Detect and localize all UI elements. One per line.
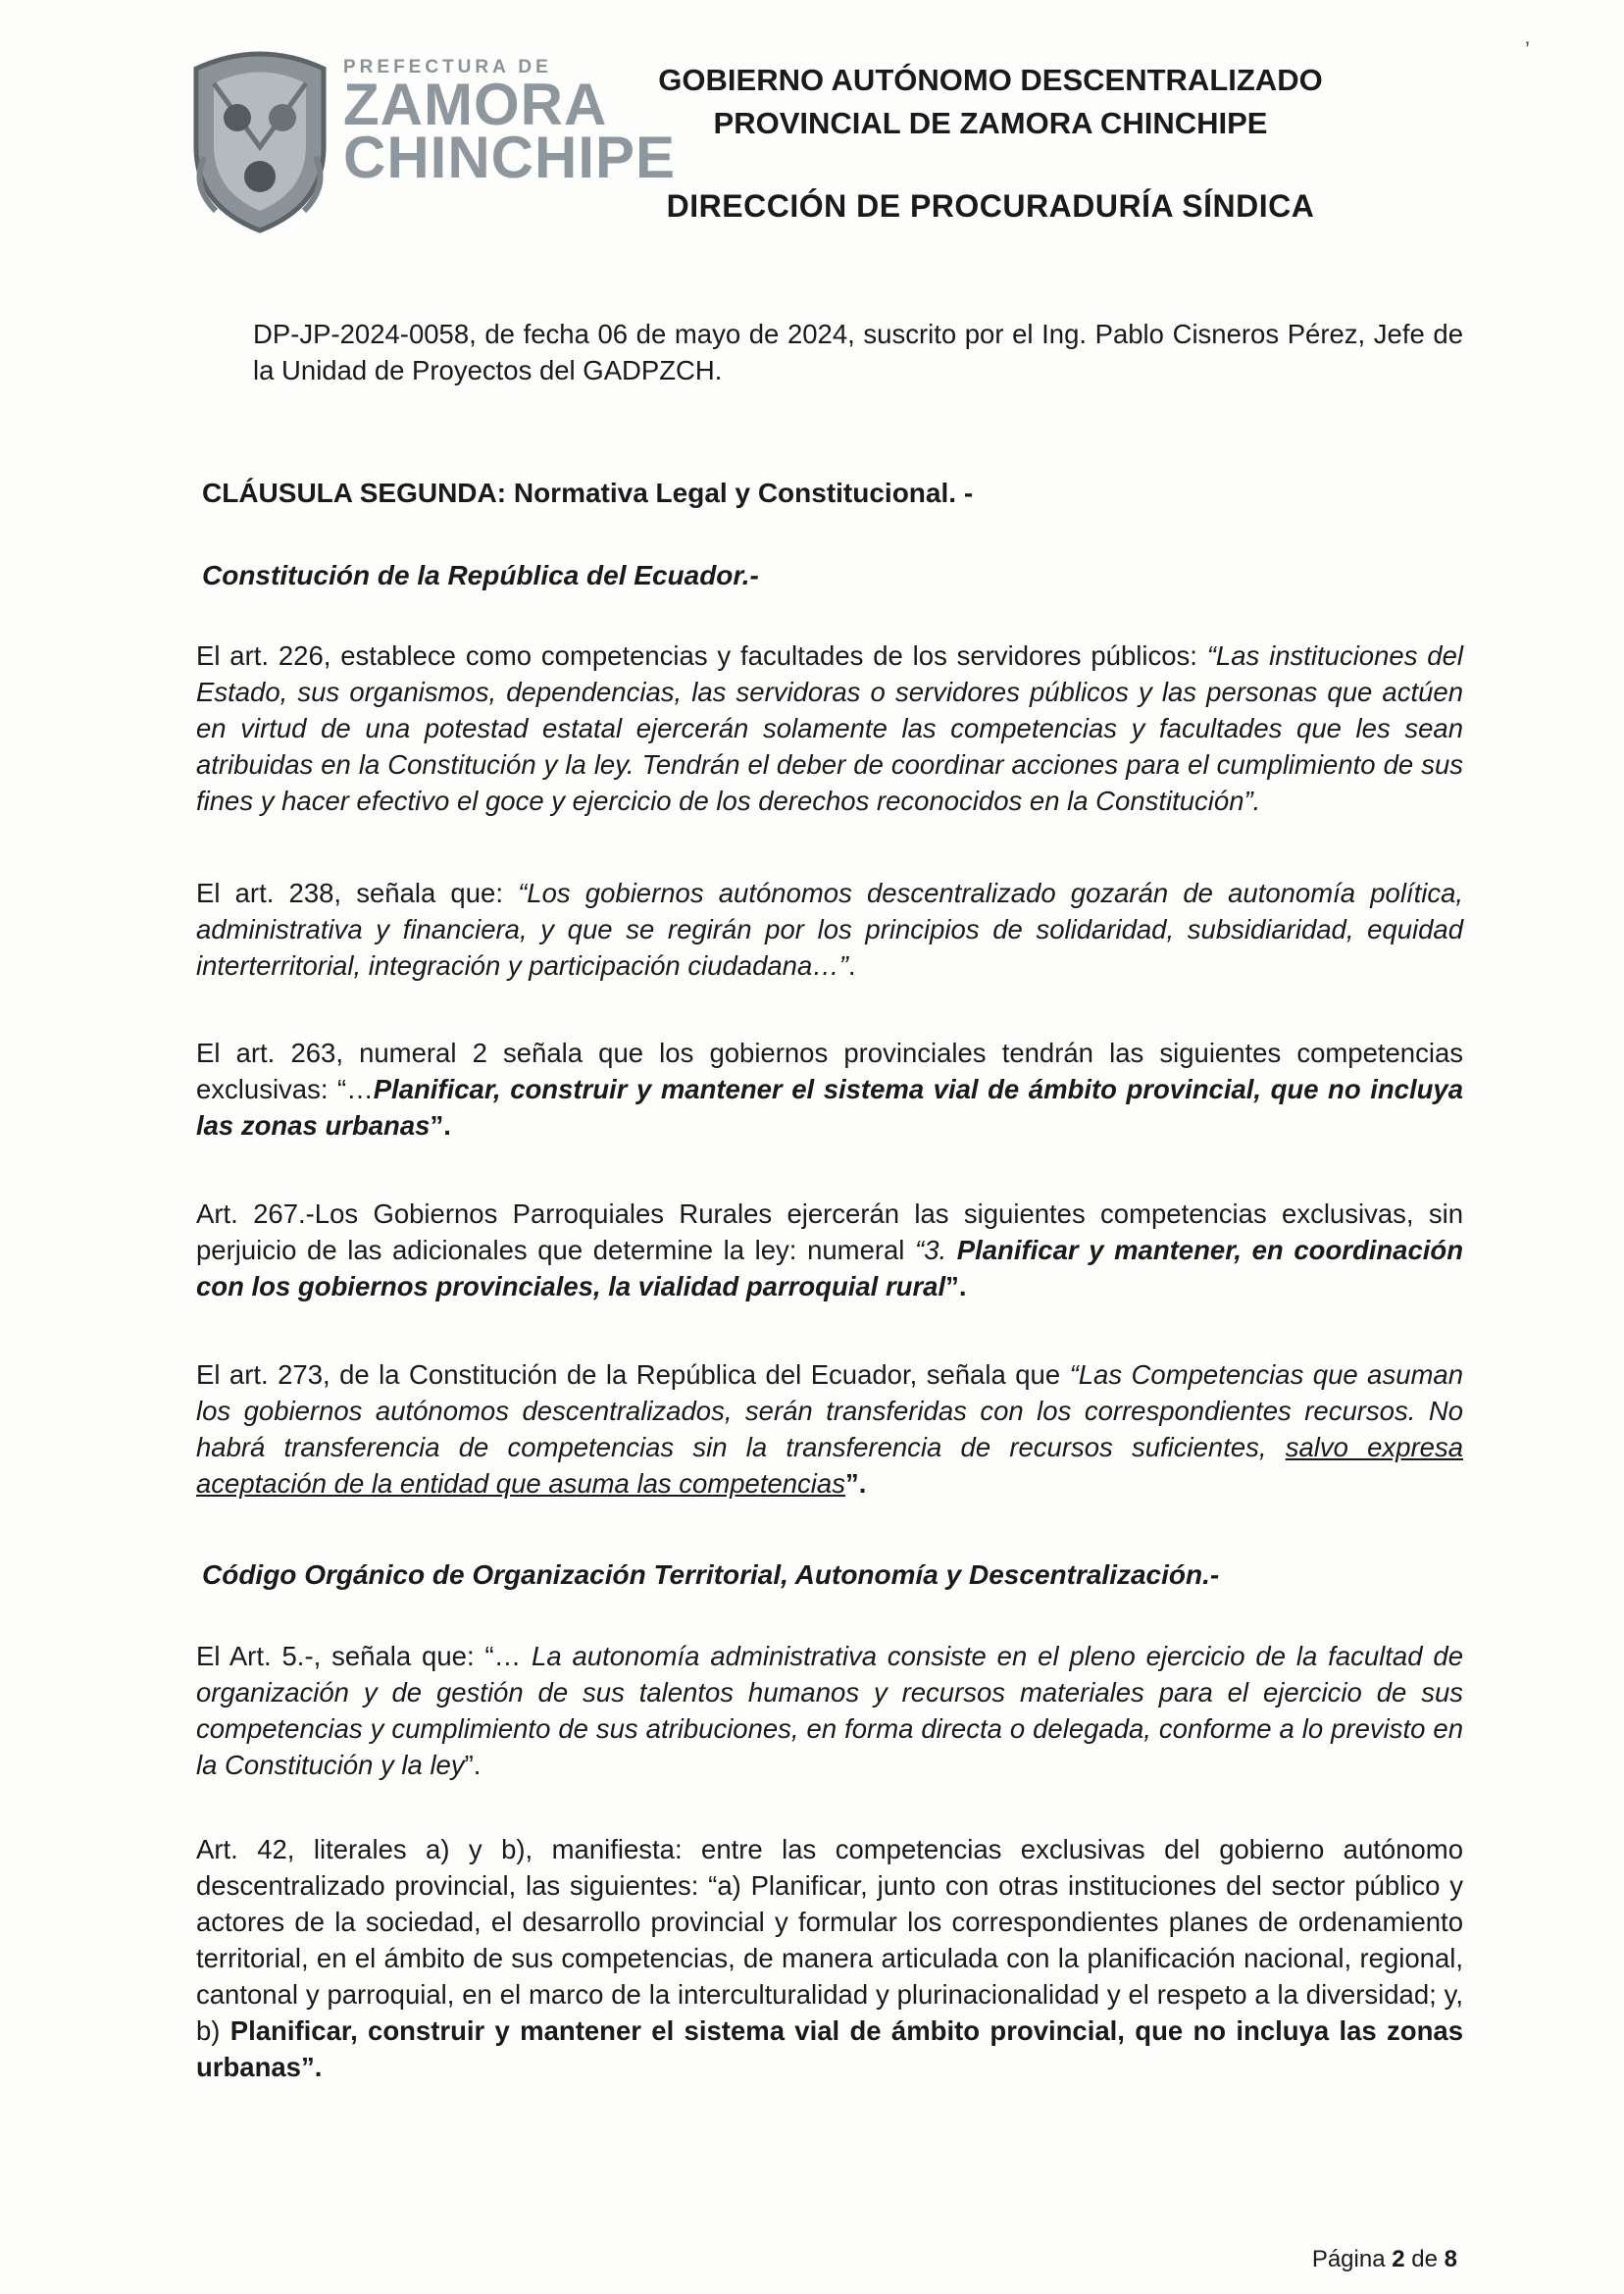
art-267-end: ”.	[945, 1271, 967, 1301]
header-title-2: PROVINCIAL DE ZAMORA CHINCHIPE	[713, 106, 1268, 140]
art-263-quote: Planificar, construir y mantener el sistema vial de ámbito provincial, que no incluya las zonas urbanas	[196, 1074, 1463, 1141]
logo-prefix: PREFECTURA DE	[343, 57, 552, 77]
art-5-end: ”.	[464, 1750, 482, 1780]
art-238-quote: “Los gobiernos autónomos descentralizado gozarán de autonomía política, administrativa y financiera, y que se regirán por los principios de solidaridad, subsidiaridad, equidad interterritorial, integración y participación ciudadana…”	[196, 878, 1464, 981]
art-238-intro: El art. 238, señala que:	[196, 878, 519, 908]
header-title-1: GOBIERNO AUTÓNOMO DESCENTRALIZADO	[658, 63, 1323, 97]
coat-of-arms-icon	[186, 39, 333, 235]
art-42-bold: Planificar, construir y mantener el sistema vial de ámbito provincial, que no incluya las zonas urbanas	[196, 2015, 1463, 2082]
art-273-underlined: salvo expresa aceptación de la entidad que asuma las competencias	[196, 1432, 1463, 1499]
paragraph-art-263	[196, 1035, 1463, 1144]
art-273-intro: El art. 273, de la Constitución de la República del Ecuador, señala que	[196, 1359, 1070, 1390]
page-label: Página	[1311, 2246, 1386, 2272]
art-226-quote: “Las instituciones del Estado, sus organismos, dependencias, las servidoras o servidores públicos y las personas que actúen en virtud de una potestad estatal ejercerán solamente las competencias y facultades que les sean atribuidas en la Constitución y la ley. Tendrán el deber de coordinar acciones para el cumplimiento de sus fines y hacer efectivo el goce y ejercicio de los derechos reconocidos en la Constitución”.	[196, 640, 1463, 816]
art-42-end: ”.	[300, 2052, 323, 2082]
section-heading-cootad: Código Orgánico de Organización Territorial, Autonomía y Descentralización.-	[202, 1559, 1220, 1590]
paragraph-intro	[253, 316, 1463, 388]
art-263-end: ”.	[430, 1110, 451, 1141]
paragraph-art-42	[196, 1831, 1463, 2085]
corner-mark-icon: ’	[1525, 37, 1530, 62]
paragraph-art-226	[196, 637, 1463, 819]
art-273-quote: “Las Competencias que asuman los gobiernos autónomos descentralizados, serán transferidas con los correspondientes recursos. No habrá transferencia de competencias sin la transferencia de recursos suficientes,	[196, 1359, 1463, 1462]
logo-line-1: ZAMORA	[343, 72, 608, 137]
art-42-intro: Art. 42, literales a) y b), manifiesta: entre las competencias exclusivas del gobierno autónomo descentralizado provincial, las siguientes: “a) Planificar, junto con otras instituciones del sector público y actores de la sociedad, el desarrollo provincial y formular los correspondientes planes de ordenamiento territorial, en el ámbito de sus competencias, de manera articulada con la planificación nacional, regional, cantonal y parroquial, en el marco de la interculturalidad y plurinacionalidad y el respeto a la diversidad; y, b)	[196, 1834, 1463, 2046]
header-logo	[186, 39, 677, 235]
section-heading-clausula: CLÁUSULA SEGUNDA: Normativa Legal y Constitucional. -	[202, 478, 974, 508]
intro-text: DP-JP-2024-0058, de fecha 06 de mayo de 2024, suscrito por el Ing. Pablo Cisneros Pérez, Jefe de la Unidad de Proyectos del GADPZCH.	[253, 319, 1463, 385]
page-total: 8	[1444, 2246, 1457, 2272]
page-of-label: de	[1411, 2246, 1438, 2272]
art-267-quote: Planificar y mantener, en coordinación con los gobiernos provinciales, la vialidad parroquial rural	[196, 1235, 1463, 1301]
art-238-end: .	[847, 950, 856, 981]
art-263-intro: El art. 263, numeral 2 señala que los gobiernos provinciales tendrán las siguientes competencias exclusivas: “…	[196, 1038, 1463, 1104]
art-226-intro: El art. 226, establece como competencias y facultades de los servidores públicos:	[196, 640, 1207, 671]
paragraph-art-267	[196, 1196, 1463, 1304]
paragraph-art-273	[196, 1356, 1463, 1502]
art-267-intro: Art. 267.-Los Gobiernos Parroquiales Rurales ejercerán las siguientes competencias exclusivas, sin perjuicio de las adicionales que determine la ley: numeral	[196, 1198, 1463, 1265]
paragraph-art-238	[196, 875, 1463, 984]
page-current: 2	[1392, 2246, 1405, 2272]
page-number	[1312, 2246, 1457, 2273]
paragraph-art-5	[196, 1638, 1463, 1783]
art-273-end: ”.	[844, 1468, 867, 1499]
art-267-numeral: “3.	[915, 1235, 957, 1265]
header-title-3: DIRECCIÓN DE PROCURADURÍA SÍNDICA	[666, 188, 1315, 224]
art-5-quote: La autonomía administrativa consiste en el pleno ejercicio de la facultad de organización y de gestión de sus talentos humanos y recursos materiales para el ejercicio de sus competencias y cumplimiento de sus atribuciones, en forma directa o delegada, conforme a lo previsto en la Constitución y la ley	[196, 1641, 1463, 1780]
art-5-intro: El Art. 5.-, señala que: “…	[196, 1641, 533, 1671]
logo-line-2: CHINCHIPE	[343, 125, 677, 190]
section-heading-constitucion: Constitución de la República del Ecuador.-	[202, 560, 759, 590]
